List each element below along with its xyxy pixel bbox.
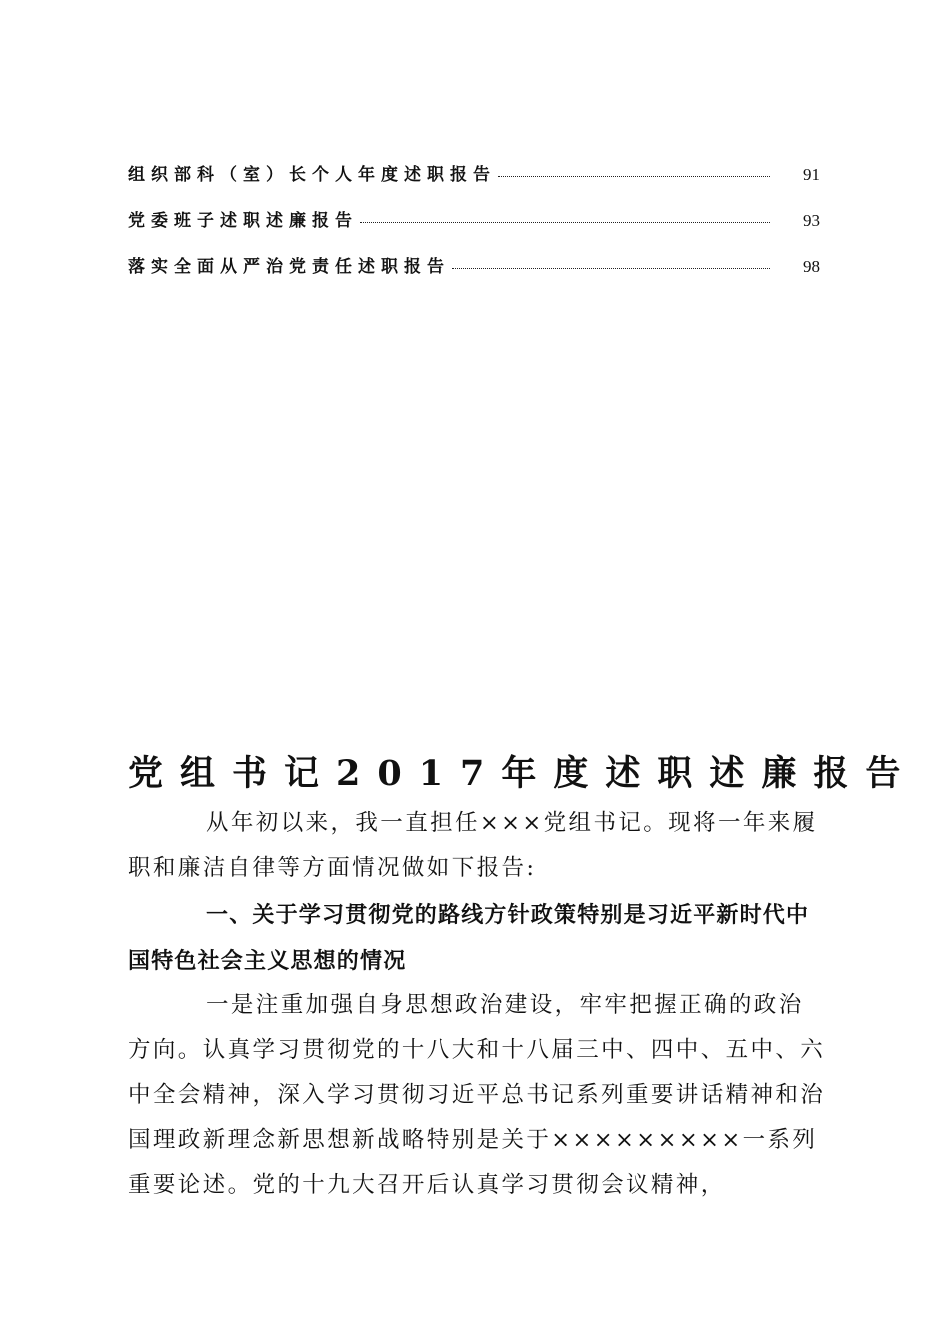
toc-entry[interactable] [128,206,820,252]
body-paragraph: 一是注重加强自身思想政治建设，牢牢把握正确的政治方向。认真学习贯彻党的十八大和十八届三中、四中、五中、六中全会精神，深入学习贯彻习近平总书记系列重要讲话精神和治国理政新理念新思想新战略特别是关于×××××××××一系列重要论述。党的十九大召开后认真学习贯彻会议精神， [128,992,826,1198]
toc-entry[interactable] [128,160,820,206]
toc-entry-title: 党委班子述职述廉报告 [128,211,358,231]
toc-entry-title: 组织部科（室）长个人年度述职报告 [128,165,496,185]
toc-dot-leader [452,268,770,269]
toc-dot-leader [498,176,770,177]
toc-entry[interactable] [128,252,820,298]
toc-entry-title: 落实全面从严治党责任述职报告 [128,257,450,277]
table-of-contents [128,160,820,298]
toc-dot-leader [360,222,770,223]
toc-page-number: 91 [803,165,820,184]
intro-paragraph: 从年初以来，我一直担任×××党组书记。现将一年来履职和廉洁自律等方面情况做如下报告: [128,810,818,881]
toc-page-number: 98 [803,257,820,276]
report-title: 党组书记2017年度述职述廉报告 [128,753,918,794]
toc-page-number: 93 [803,211,820,230]
section-heading: 一、关于学习贯彻党的路线方针政策特别是习近平新时代中国特色社会主义思想的情况 [128,903,810,974]
